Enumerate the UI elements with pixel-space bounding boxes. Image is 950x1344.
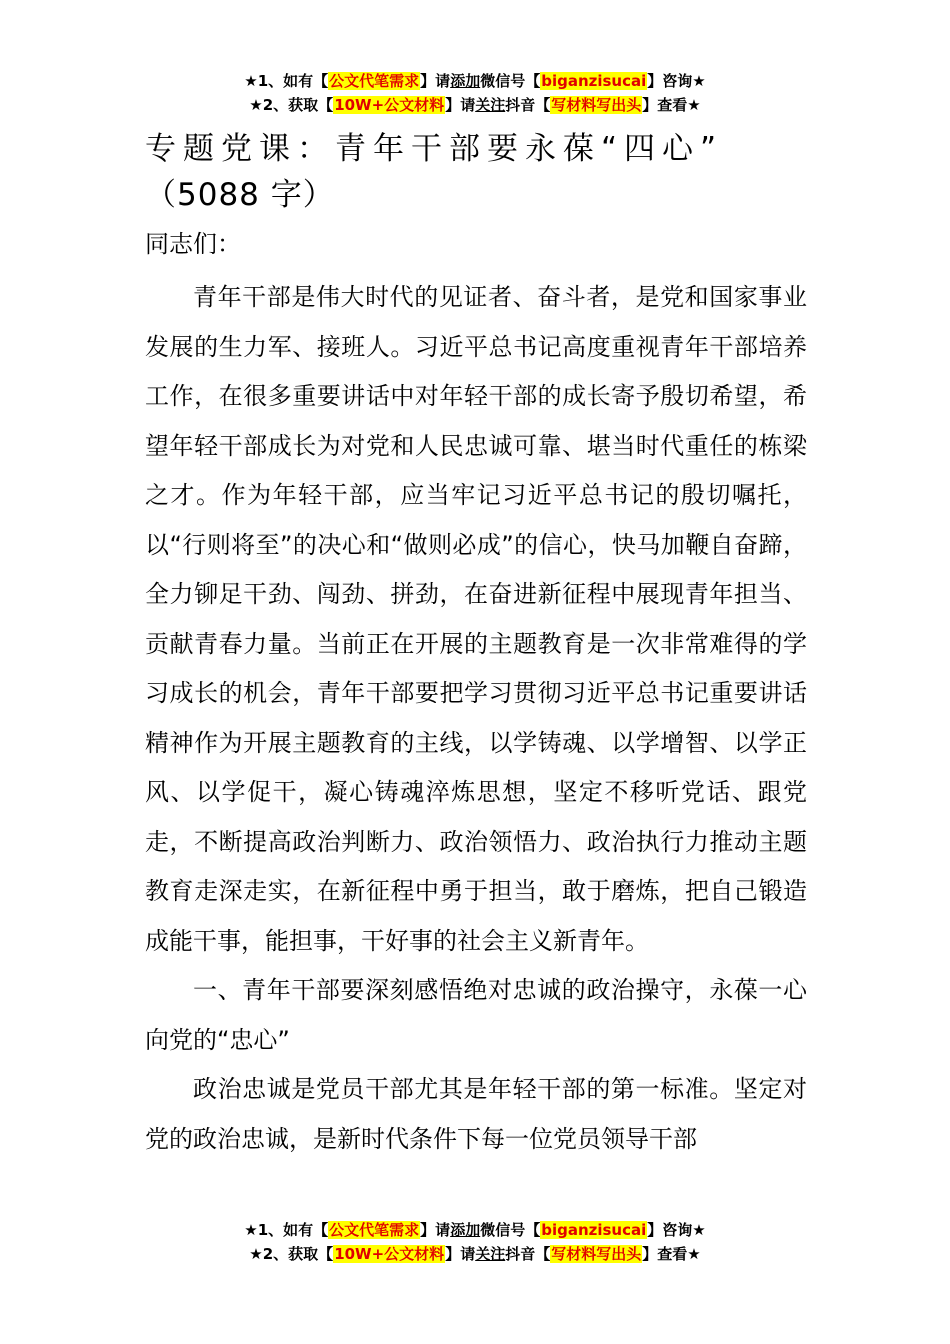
promo-highlight: 10W+公文材料 xyxy=(334,96,445,114)
salutation: 同志们： xyxy=(145,230,241,258)
promo-text: 】请 xyxy=(445,1245,476,1263)
promo-text: 微信号【 xyxy=(480,72,541,90)
promo-underline: 关注 xyxy=(475,96,506,114)
promo-text: 】请 xyxy=(445,96,476,114)
document-word-count: （5088 字） xyxy=(145,177,335,213)
promo-text: 】查看★ xyxy=(642,96,701,114)
promo-line-1 xyxy=(0,70,950,92)
douyin-id-highlight: 写材料写出头 xyxy=(551,1245,642,1263)
body-paragraph: 青年干部是伟大时代的见证者、奋斗者，是党和国家事业发展的生力军、接班人。习近平总书记高度重视青年干部培养工作，在很多重要讲话中对年轻干部的成长寄予殷切希望，希望年轻干部成长为对党和人民忠诚可靠、堪当时代重任的栋梁之才。作为年轻干部，应当牢记习近平总书记的殷切嘱托，以“行则将至”的决心和“做则必成”的信心，快马加鞭自奋蹄，全力铆足干劲、闯劲、拼劲，在奋进新征程中展现青年担当、贡献青春力量。当前正在开展的主题教育是一次非常难得的学习成长的机会，青年干部要把学习贯彻习近平总书记重要讲话精神作为开展主题教育的主线，以学铸魂、以学增智、以学正风、以学促干，凝心铸魂淬炼思想，坚定不移听党话、跟党走，不断提高政治判断力、政治领悟力、政治执行力推动主题教育走深走实，在新征程中勇于担当，敢于磨炼，把自己锻造成能干事，能担事，干好事的社会主义新青年。 xyxy=(145,283,807,955)
promo-highlight: 公文代笔需求 xyxy=(329,1221,420,1239)
body-paragraph: 政治忠诚是党员干部尤其是年轻干部的第一标准。坚定对党的政治忠诚，是新时代条件下每一位党员领导干部 xyxy=(145,1075,807,1153)
promo-text: 】咨询★ xyxy=(647,72,706,90)
promo-text: ★1、如有【 xyxy=(244,72,329,90)
promo-underline: 关注 xyxy=(475,1245,506,1263)
promo-text: 】查看★ xyxy=(642,1245,701,1263)
promo-text: ★2、获取【 xyxy=(249,1245,334,1263)
promo-text: 】请 xyxy=(420,1221,451,1239)
wechat-id-highlight: biganzisucai xyxy=(541,72,647,90)
promo-text: 】请 xyxy=(420,72,451,90)
promo-text: 抖音【 xyxy=(505,1245,551,1263)
promo-text: ★1、如有【 xyxy=(244,1221,329,1239)
promo-text: 微信号【 xyxy=(480,1221,541,1239)
promo-text: 】咨询★ xyxy=(647,1221,706,1239)
document-body xyxy=(145,273,807,1164)
promo-text: 抖音【 xyxy=(505,96,551,114)
document-title: 专题党课：青年干部要永葆“四心” xyxy=(145,131,724,167)
promo-highlight: 10W+公文材料 xyxy=(334,1245,445,1263)
douyin-id-highlight: 写材料写出头 xyxy=(551,96,642,114)
promo-underline: 添加 xyxy=(450,72,481,90)
wechat-id-highlight: biganzisucai xyxy=(541,1221,647,1239)
section-heading: 一、青年干部要深刻感悟绝对忠诚的政治操守，永葆一心向党的“忠心” xyxy=(145,976,807,1054)
promo-line-1-footer xyxy=(0,1219,950,1241)
promo-line-2 xyxy=(0,94,950,116)
promo-highlight: 公文代笔需求 xyxy=(329,72,420,90)
promo-underline: 添加 xyxy=(450,1221,481,1239)
promo-line-2-footer xyxy=(0,1243,950,1265)
promo-text: ★2、获取【 xyxy=(249,96,334,114)
